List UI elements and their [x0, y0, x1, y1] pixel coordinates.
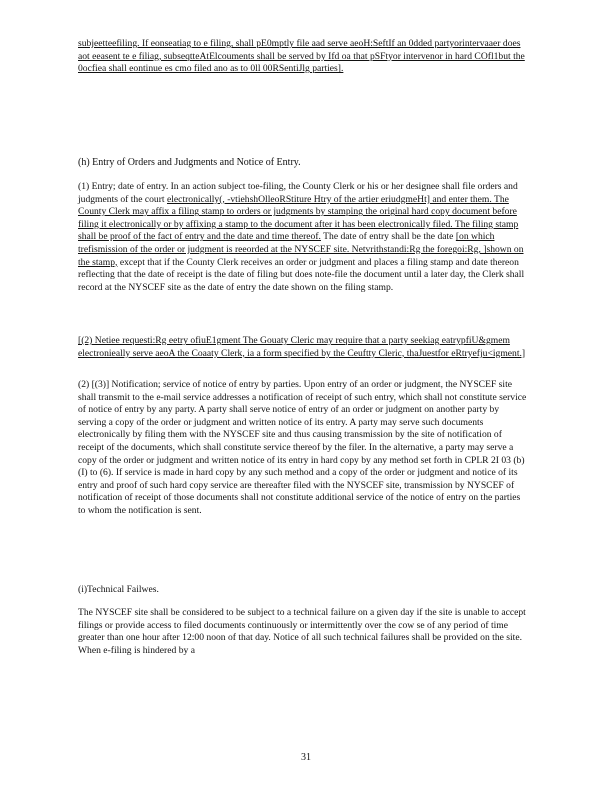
paragraph-entry-underlined-1: electronically(, -vtiehshOlleoRStiture Htry of the artier eriudgmeHt] and enter them. The County Clerk may affix a filing stamp to orders or judgments by stamping the original hard copy document before filing it electronically or by affixing a stamp to the document after it has been electronically filed. The filing stamp shall be proof of the fact of entry and the date and time thereof.: [78, 193, 519, 243]
paragraph-entry-lead: (1) Entry; date of entry. In an action subject toe-filing, the County Clerk or his or her designee shall file orders and judgments of the court: [78, 181, 518, 205]
paragraph-entry-date: [78, 181, 528, 294]
intro-underlined-text: subjeetteefiling. If eonseatiag to e filing, shall pE0mptly file aad serve aeoH:SeftIf an 0dded partyorintervaaer does aot eeasent te e filiag, subseqtteAtElcouments shall be served by Ifd oa that pSFtyor intervenor in hard COfl1but the 0ocfiea shall eontinue es cmo filed ano as to 0ll 00RSentiJlg parties].: [78, 38, 525, 75]
paragraph-technical-failures: The NYSCEF site shall be considered to be subject to a technical failure on a given day if the site is unable to accept filings or provide access to filed documents continuously or intermittently over the cow se of any period of time greater than one hour after 12:00 noon of that day. Notice of all such technical failures shall be provided on the site. When e-filing is hindered by a: [78, 607, 526, 656]
paragraph-entry-tail: except that if the County Clerk receives an order or judgment and places a filing stamp and date thereon reflecting that the date of receipt is the date of filing but does note-file the document until a later day, the Clerk shall record at the NYSCEF site as the date of entry the date shown on the filing stamp.: [78, 256, 525, 293]
paragraph-entry-underlined-2: [on which trefismission of the order or judgment is reeorded at the NYSCEF site. Netvrithstandi:Rg the foregoi:Rg, ]shown on the stamp,: [78, 231, 524, 268]
paragraph-entry-middle: The date of entry shall be the date: [320, 231, 456, 243]
section-i-heading: (i)Technical Failwes.: [78, 584, 159, 595]
paragraph-notification: (2) [(3)] Notification; service of notice of entry by parties. Upon entry of an order or judgment, the NYSCEF site shall transmit to the e-mail service addresses a notification of receipt of such entry, which shall not constitute service of notice of entry by any party. A party shall serve notice of entry of an order or judgment on another party by serving a copy of the order or judgment and written notice of its entry. A party may serve such documents electronically by filing them with the NYSCEF site and thus causing transmission by the site of notification of receipt of the documents, which shall constitute service thereof by the filer. In the alternative, a party may serve a copy of the order or judgment and written notice of its entry in hard copy by any method set forth in CPLR 2I 03 (b) (I) to (6). If service is made in hard copy by any such method and a copy of the order or judgment and notice of its entry and proof of such hard copy service are thereafter filed with the NYSCEF site, transmission by NYSCEF of notification of receipt of those documents shall not constitute additional service of the notice of entry on the parties to whom the notification is sent.: [78, 379, 527, 516]
page-number: 31: [301, 752, 311, 763]
bracketed-notice-text: [(2) Netiee requesti:Rg eetry ofiuE1gment The Gouaty Cleric may require that a party seekiag eatrypfiU&gmem electronieally serve aeoA the Coaaty Clerk, ia a form specified by the Ceuftty Cleric, thaJuestfor eRtryefju<igment.]: [78, 335, 526, 359]
section-h-heading: (h) Entry of Orders and Judgments and Notice of Entry.: [78, 157, 301, 168]
